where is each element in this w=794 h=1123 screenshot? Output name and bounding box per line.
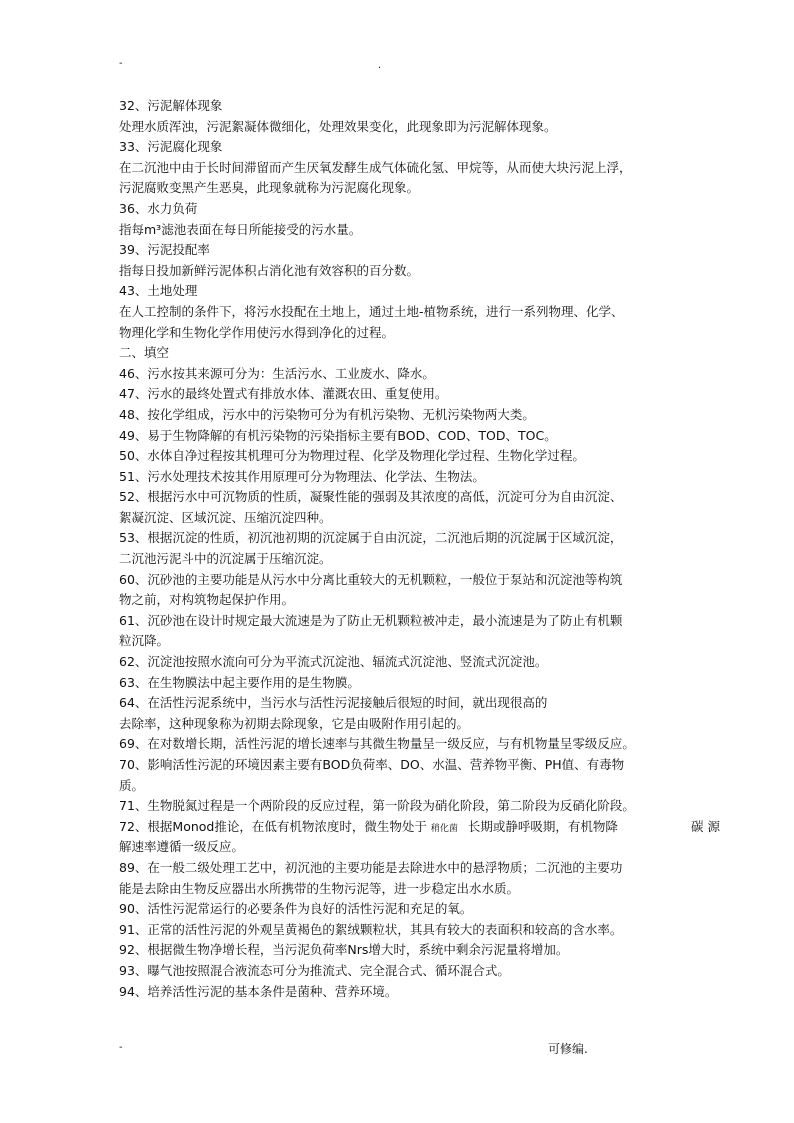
line72-mid: 长期或静呼吸期，有机物降 <box>467 818 618 834</box>
text-line: 污泥腐败变黑产生恶臭，此现象就称为污泥腐化现象。 <box>119 180 420 196</box>
text-line: 93、曝气池按照混合液流态可分为推流式、完全混合式、循环混合式。 <box>119 962 510 978</box>
text-line: 指每m³滤池表面在每日所能接受的污水量。 <box>119 221 362 237</box>
text-line: 50、水体自净过程按其机理可分为物理过程、化学及物理化学过程、生物化学过程。 <box>119 448 585 464</box>
text-line: 物之前，对构筑物起保护作用。 <box>119 592 295 608</box>
text-line: 物理化学和生物化学作用使污水得到净化的过程。 <box>119 324 395 340</box>
document-body <box>119 96 720 1002</box>
footer-dash: - <box>119 1042 123 1053</box>
text-line: 处理水质浑浊，污泥絮凝体微细化，处理效果变化，此现象即为污泥解体现象。 <box>119 118 557 134</box>
section-heading: 43、土地处理 <box>119 283 198 299</box>
line72-tail: 碳 源 <box>691 818 720 834</box>
text-line: 52、根据污水中可沉物质的性质，凝聚性能的强弱及其浓度的高低，沉淀可分为自由沉淀、 <box>119 489 623 505</box>
text-line-72 <box>119 817 720 838</box>
section-heading: 33、污泥腐化现象 <box>119 139 223 155</box>
line72-small-text: 稍化菌 <box>430 823 458 834</box>
text-line: 48、按化学组成，污水中的污染物可分为有机污染物、无机污染物两大类。 <box>119 406 535 422</box>
section-heading: 39、污泥投配率 <box>119 242 210 258</box>
text-line: 絮凝沉淀、区域沉淀、压缩沉淀四种。 <box>119 509 332 525</box>
header-dash: - <box>119 58 123 69</box>
text-line: 90、活性污泥常运行的必要条件为良好的活性污泥和充足的氧。 <box>119 901 473 917</box>
section-heading: 32、污泥解体现象 <box>119 98 223 113</box>
text-line: 去除率，这种现象称为初期去除现象，它是由吸附作用引起的。 <box>119 715 470 731</box>
text-line: 粒沉降。 <box>119 633 170 649</box>
text-line: 92、根据微生物净增长程，当污泥负荷率Nrs增大时，系统中剩余污泥量将增加。 <box>119 942 569 958</box>
text-line: 能是去除由生物反应器出水所携带的生物污泥等，进一步稳定出水水质。 <box>119 880 520 896</box>
text-line: 89、在一般二级处理工艺中，初沉池的主要功能是去除进水中的悬浮物质；二沉池的主要功 <box>119 859 623 875</box>
text-line: 71、生物脱氮过程是一个两阶段的反应过程，第一阶段为硝化阶段，第二阶段为反硝化阶段。 <box>119 798 635 814</box>
text-line: 质。 <box>119 777 145 793</box>
text-line: 61、沉砂池在设计时规定最大流速是为了防止无机颗粒被冲走，最小流速是为了防止有机颗 <box>119 612 623 628</box>
text-line: 91、正常的活性污泥的外观呈黄褐色的絮绒颗粒状，其具有较大的表面积和较高的含水率。 <box>119 921 623 937</box>
footer-editable-note: 可修编. <box>548 1042 588 1056</box>
text-line: 62、沉淀池按照水流向可分为平流式沉淀池、辐流式沉淀池、竖流式沉淀池。 <box>119 654 548 670</box>
text-line: 64、在活性污泥系统中，当污水与活性污泥接触后很短的时间，就出现很高的 <box>119 695 548 711</box>
text-line: 63、在生物膜法中起主要作用的是生物膜。 <box>119 674 360 690</box>
text-line: 53、根据沉淀的性质，初沉池初期的沉淀属于自由沉淀，二沉池后期的沉淀属于区域沉淀， <box>119 530 623 546</box>
text-line: 60、沉砂池的主要功能是从污水中分离比重较大的无机颗粒，一般位于泵站和沉淀池等构筑 <box>119 571 623 587</box>
text-line: 47、污水的最终处置式有排放水体、灌溉农田、重复使用。 <box>119 386 448 402</box>
text-line: 二沉池污泥斗中的沉淀属于压缩沉淀。 <box>119 551 332 567</box>
text-line: 51、污水处理技术按其作用原理可分为物理法、化学法、生物法。 <box>119 468 485 484</box>
text-line: 70、影响活性污泥的环境因素主要有BOD负荷率、DO、水温、营养物平衡、PH值、有毒物 <box>119 757 625 772</box>
text-line: 解速率遵循一级反应。 <box>119 839 245 855</box>
text-line: 在二沉池中由于长时间滞留而产生厌氧发酵生成气体硫化氢、甲烷等，从而使大块污泥上浮， <box>119 159 632 175</box>
header-dot: . <box>378 60 382 71</box>
text-line: 指每日投加新鲜污泥体积占消化池有效容积的百分数。 <box>119 262 420 278</box>
text-line: 49、易于生物降解的有机污染物的污染指标主要有BOD、COD、TOD、TOC。 <box>119 427 557 443</box>
text-line: 94、培养活性污泥的基本条件是菌种、营养环境。 <box>119 983 398 999</box>
part-heading: 二、填空 <box>119 345 170 361</box>
section-heading: 36、水力负荷 <box>119 200 198 216</box>
text-line: 46、污水按其来源可分为：生活污水、工业废水、降水。 <box>119 365 435 381</box>
line72-start: 72、根据Monod推论，在低有机物浓度时，微生物处于 <box>119 818 427 834</box>
text-line: 69、在对数增长期，活性污泥的增长速率与其微生物量呈一级反应，与有机物量呈零级反应。 <box>119 736 635 752</box>
text-line: 在人工控制的条件下，将污水投配在土地上，通过土地-植物系统，进行一系列物理、化学、 <box>119 303 624 319</box>
